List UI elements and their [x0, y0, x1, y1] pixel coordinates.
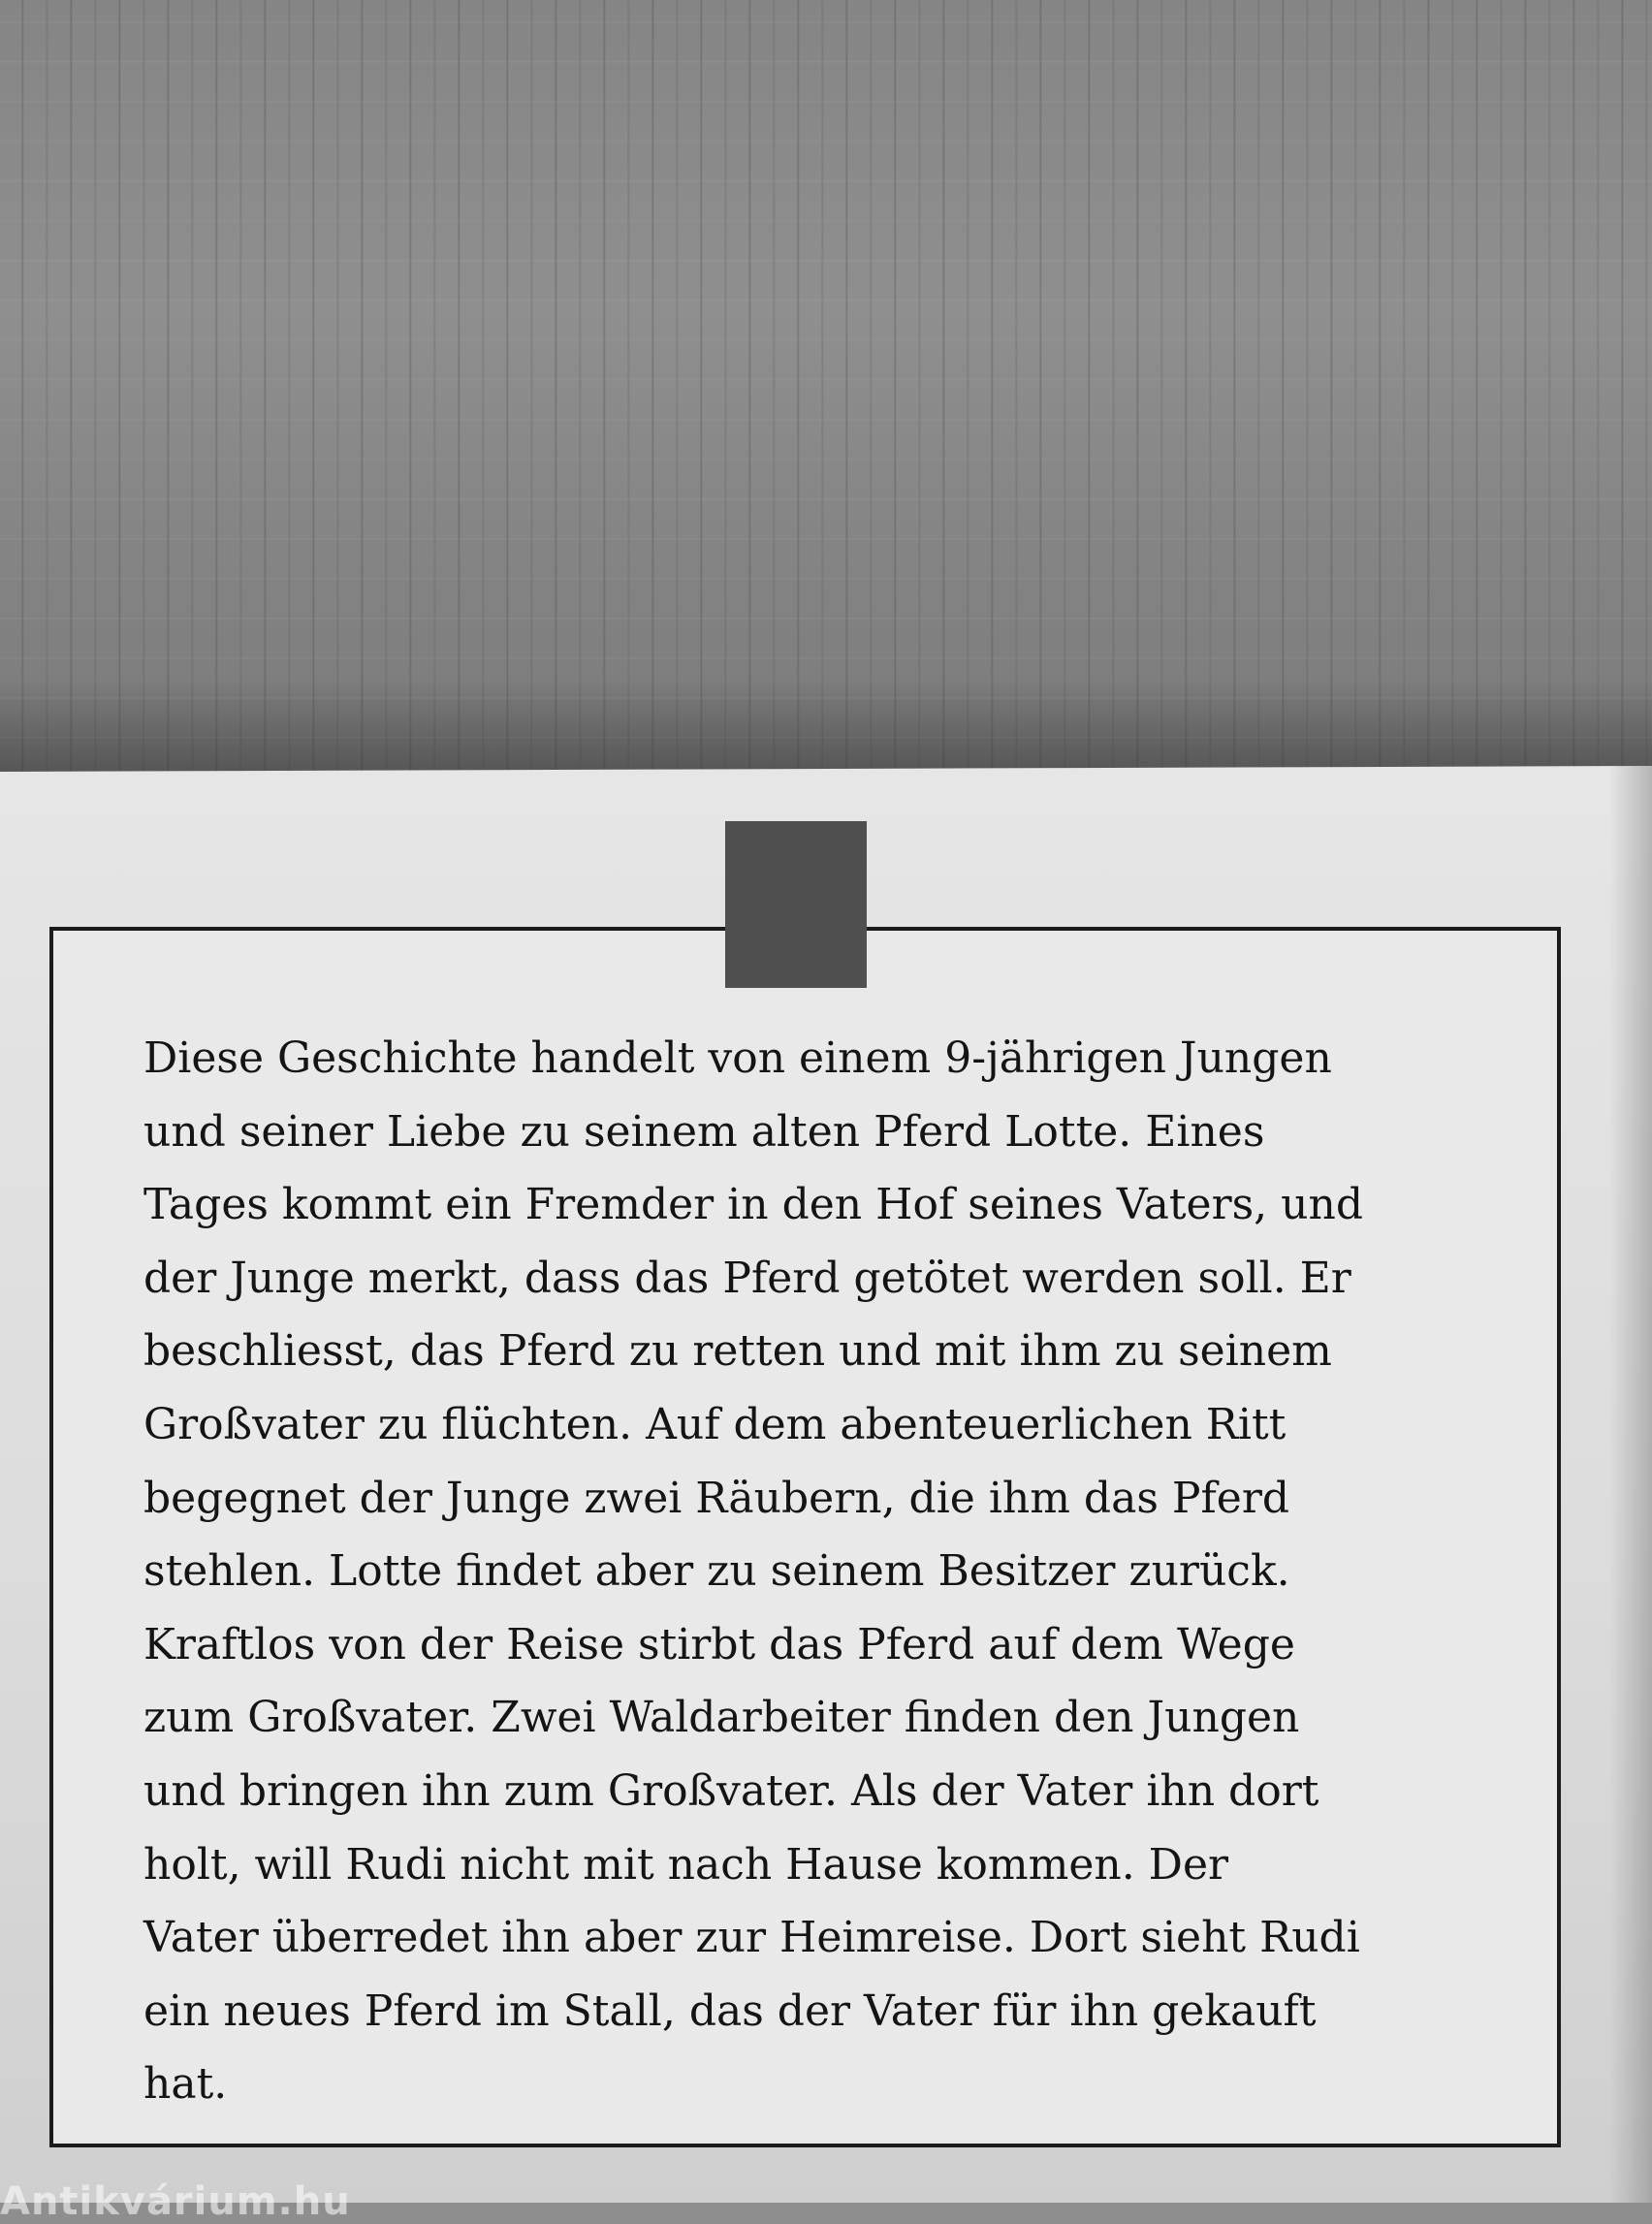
synopsis-line: beschliesst, das Pferd zu retten und mit ihm zu seinem	[143, 1326, 1332, 1377]
synopsis-line: stehlen. Lotte findet aber zu seinem Besitzer zurück.	[143, 1546, 1290, 1597]
synopsis-line: ein neues Pferd im Stall, das der Vater für ihn gekauft	[143, 1986, 1317, 2036]
watermark: Antikvárium.hu	[0, 2179, 351, 2224]
synopsis-line: holt, will Rudi nicht mit nach Hause kommen. Der	[143, 1839, 1229, 1890]
cover-edge-shadow	[1609, 766, 1652, 2203]
synopsis-line: begegnet der Junge zwei Räubern, die ihm das Pferd	[143, 1473, 1290, 1523]
synopsis-line: der Junge merkt, dass das Pferd getötet werden soll. Er	[143, 1253, 1351, 1303]
synopsis-line: Tages kommt ein Fremder in den Hof seines Vaters, und	[143, 1180, 1363, 1230]
synopsis-line: Diese Geschichte handelt von einem 9-jährigen Jungen	[143, 1033, 1332, 1083]
wooden-table-background	[0, 0, 1652, 776]
synopsis-line: Vater überredet ihn aber zur Heimreise. Dort sieht Rudi	[143, 1913, 1360, 1963]
table-shadow	[0, 679, 1652, 776]
synopsis-line: Großvater zu flüchten. Auf dem abenteuerlichen Ritt	[143, 1399, 1287, 1449]
synopsis-line: und seiner Liebe zu seinem alten Pferd Lotte. Eines	[143, 1106, 1265, 1157]
synopsis-line: zum Großvater. Zwei Waldarbeiter finden den Jungen	[143, 1693, 1300, 1743]
decorative-square	[725, 821, 867, 988]
synopsis-text	[143, 1022, 1520, 2121]
synopsis-line: Kraftlos von der Reise stirbt das Pferd auf dem Wege	[143, 1619, 1295, 1669]
synopsis-line: hat.	[143, 2059, 228, 2110]
synopsis-line: und bringen ihn zum Großvater. Als der Vater ihn dort	[143, 1765, 1319, 1816]
